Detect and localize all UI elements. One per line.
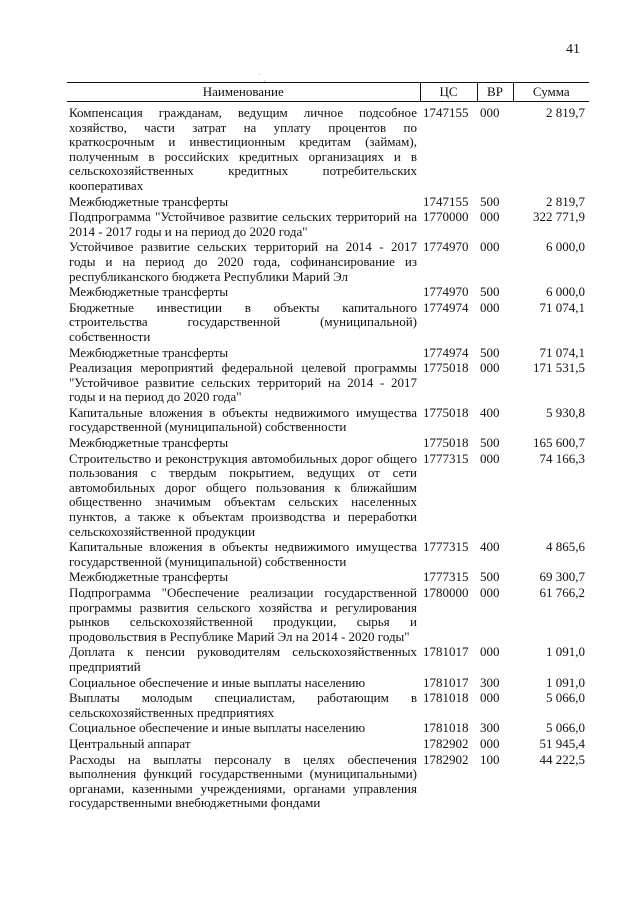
cell-code-vr: 000 [480,644,500,660]
table-row [67,240,589,285]
table-row [67,540,589,570]
cell-name: Межбюджетные трансферты [69,284,229,300]
cell-code-cs: 1780000 [423,585,469,600]
table-row [67,570,589,586]
cell-name: Доплата к пенсии руководителям сельскохозяйственных предприятий [69,644,417,674]
cell-code-vr: 500 [480,284,500,300]
table-row [67,452,589,541]
cell-amount: 6 000,0 [546,284,585,300]
cell-code-vr: 000 [480,239,500,255]
cell-code-cs: 1774970 [423,239,469,255]
cell-code-cs: 1775018 [423,360,469,376]
cell-amount: 5 066,0 [546,690,585,706]
cell-amount: 71 074,1 [539,299,585,315]
cell-code-vr: 500 [480,569,500,585]
table-row [67,721,589,737]
table-row [67,691,589,721]
cell-amount: 71 074,1 [539,344,585,360]
table-row [67,361,589,406]
cell-code-cs: 1774970 [423,284,469,300]
cell-code-vr: 000 [480,299,500,315]
cell-code-cs: 1774974 [423,299,469,315]
cell-code-vr: 000 [480,209,500,225]
cell-code-cs: 1781018 [423,720,469,736]
cell-code-vr: 000 [480,450,500,466]
cell-amount: 4 865,6 [546,539,585,555]
cell-amount: 5 066,0 [546,720,585,736]
cell-code-vr: 000 [480,690,500,706]
cell-code-vr: 300 [480,674,500,690]
cell-amount: 1 091,0 [546,644,585,660]
cell-name: Центральный аппарат [69,735,191,751]
cell-amount: 2 819,7 [546,105,585,120]
cell-code-cs: 1747155 [423,193,469,209]
cell-code-vr: 400 [480,539,500,555]
cell-name: Строительство и реконструкция автомобильных дорог общего пользования с твердым покрытием, ведущих от сети автомобильных дорог общего пользования к ближайшим общественно значимым объектам сельских населенных пунктов, а также к объектам производства и переработки сельскохозяйственной продукции [69,450,417,539]
cell-name: Подпрограмма "Устойчивое развитие сельских территорий на 2014 - 2017 годы и на период до 2020 года" [69,209,417,239]
cell-amount: 51 945,4 [539,735,585,751]
cell-code-vr: 500 [480,344,500,360]
page-number: 41 [566,42,580,57]
cell-code-vr: 000 [480,735,500,751]
cell-amount: 1 091,0 [546,674,585,690]
cell-amount: 171 531,5 [533,360,585,376]
table-row [67,753,589,812]
cell-name: Компенсация гражданам, ведущим личное подсобное хозяйство, части затрат на уплату процентов по краткосрочным и инвестиционным кредитам (займам), полученным в российских кредитных организациях и в сельскохозяйственных кредитных потребительских кооперативах [69,105,417,193]
cell-code-vr: 000 [480,360,500,376]
table-row [67,586,589,645]
cell-name: Расходы на выплаты персоналу в целях обеспечения выполнения функций государственными (муниципальными) органами, казенными учреждениями, органами управления государственными внебюджетными фондами [69,751,417,811]
cell-amount: 2 819,7 [546,193,585,209]
cell-name: Социальное обеспечение и иные выплаты населению [69,674,366,690]
cell-name: Устойчивое развитие сельских территорий на 2014 - 2017 годы и на период до 2020 года, софинансирование из республиканского бюджета Республики Марий Эл [69,239,417,284]
cell-name: Межбюджетные трансферты [69,569,229,585]
cell-name: Бюджетные инвестиции в объекты капитального строительства государственной (муниципальной) собственности [69,299,417,344]
cell-name: Подпрограмма "Обеспечение реализации государственной программы развития сельского хозяйства и регулирования рынков сельскохозяйственной продукции, сырья и продовольствия в Республике Марий Эл на 2014 - 2020 годы" [69,585,417,644]
cell-amount: 44 222,5 [539,751,585,767]
cell-code-cs: 1777315 [423,450,469,466]
cell-name: Выплаты молодым специалистам, работающим в сельскохозяйственных предприятиях [69,690,417,720]
cell-code-vr: 100 [480,751,500,767]
cell-code-cs: 1781018 [423,690,469,706]
cell-amount: 69 300,7 [539,569,585,585]
cell-name: Реализация мероприятий федеральной целевой программы "Устойчивое развитие сельских территорий на 2014 - 2017 годы и на период до 2020 года" [69,360,417,405]
scan-mark: ´ ˏ [258,72,267,82]
table-header-row [67,83,589,102]
cell-code-cs: 1747155 [423,105,469,120]
cell-name: Капитальные вложения в объекты недвижимого имущества государственной (муниципальной) собственности [69,539,417,569]
table-row [67,645,589,675]
table-row [67,406,589,436]
cell-amount: 165 600,7 [533,435,585,451]
cell-code-cs: 1781017 [423,674,469,690]
cell-code-cs: 1777315 [423,569,469,585]
cell-name: Капитальные вложения в объекты недвижимого имущества государственной (муниципальной) собственности [69,404,417,435]
cell-code-cs: 1781017 [423,644,469,660]
cell-code-vr: 000 [480,105,500,120]
table-row [67,102,589,195]
cell-code-vr: 000 [480,585,500,600]
column-header-vr: ВР [477,83,513,102]
table-row [67,301,589,346]
cell-name: Межбюджетные трансферты [69,344,229,360]
cell-code-vr: 400 [480,404,500,420]
budget-table [67,82,589,812]
table-row [67,210,589,240]
column-header-cs: ЦС [420,83,477,102]
cell-name: Межбюджетные трансферты [69,435,229,451]
cell-code-vr: 500 [480,193,500,209]
cell-code-cs: 1770000 [423,209,469,225]
cell-code-vr: 300 [480,720,500,736]
table-row [67,436,589,452]
cell-amount: 5 930,8 [546,404,585,420]
cell-code-cs: 1777315 [423,539,469,555]
cell-code-cs: 1775018 [423,404,469,420]
cell-amount: 6 000,0 [546,239,585,255]
table-row [67,285,589,301]
cell-code-cs: 1775018 [423,435,469,451]
table-row [67,676,589,692]
table-body [67,102,589,812]
cell-code-cs: 1782902 [423,735,469,751]
cell-code-cs: 1774974 [423,344,469,360]
column-header-sum: Сумма [513,83,589,102]
cell-amount: 74 166,3 [539,450,585,466]
table-row [67,737,589,753]
cell-amount: 61 766,2 [539,585,585,600]
cell-name: Социальное обеспечение и иные выплаты населению [69,720,366,736]
cell-amount: 322 771,9 [533,209,585,225]
cell-code-vr: 500 [480,435,500,451]
table-row [67,346,589,362]
column-header-name: Наименование [67,83,420,102]
table-row [67,195,589,211]
cell-code-cs: 1782902 [423,751,469,767]
cell-name: Межбюджетные трансферты [69,193,229,209]
